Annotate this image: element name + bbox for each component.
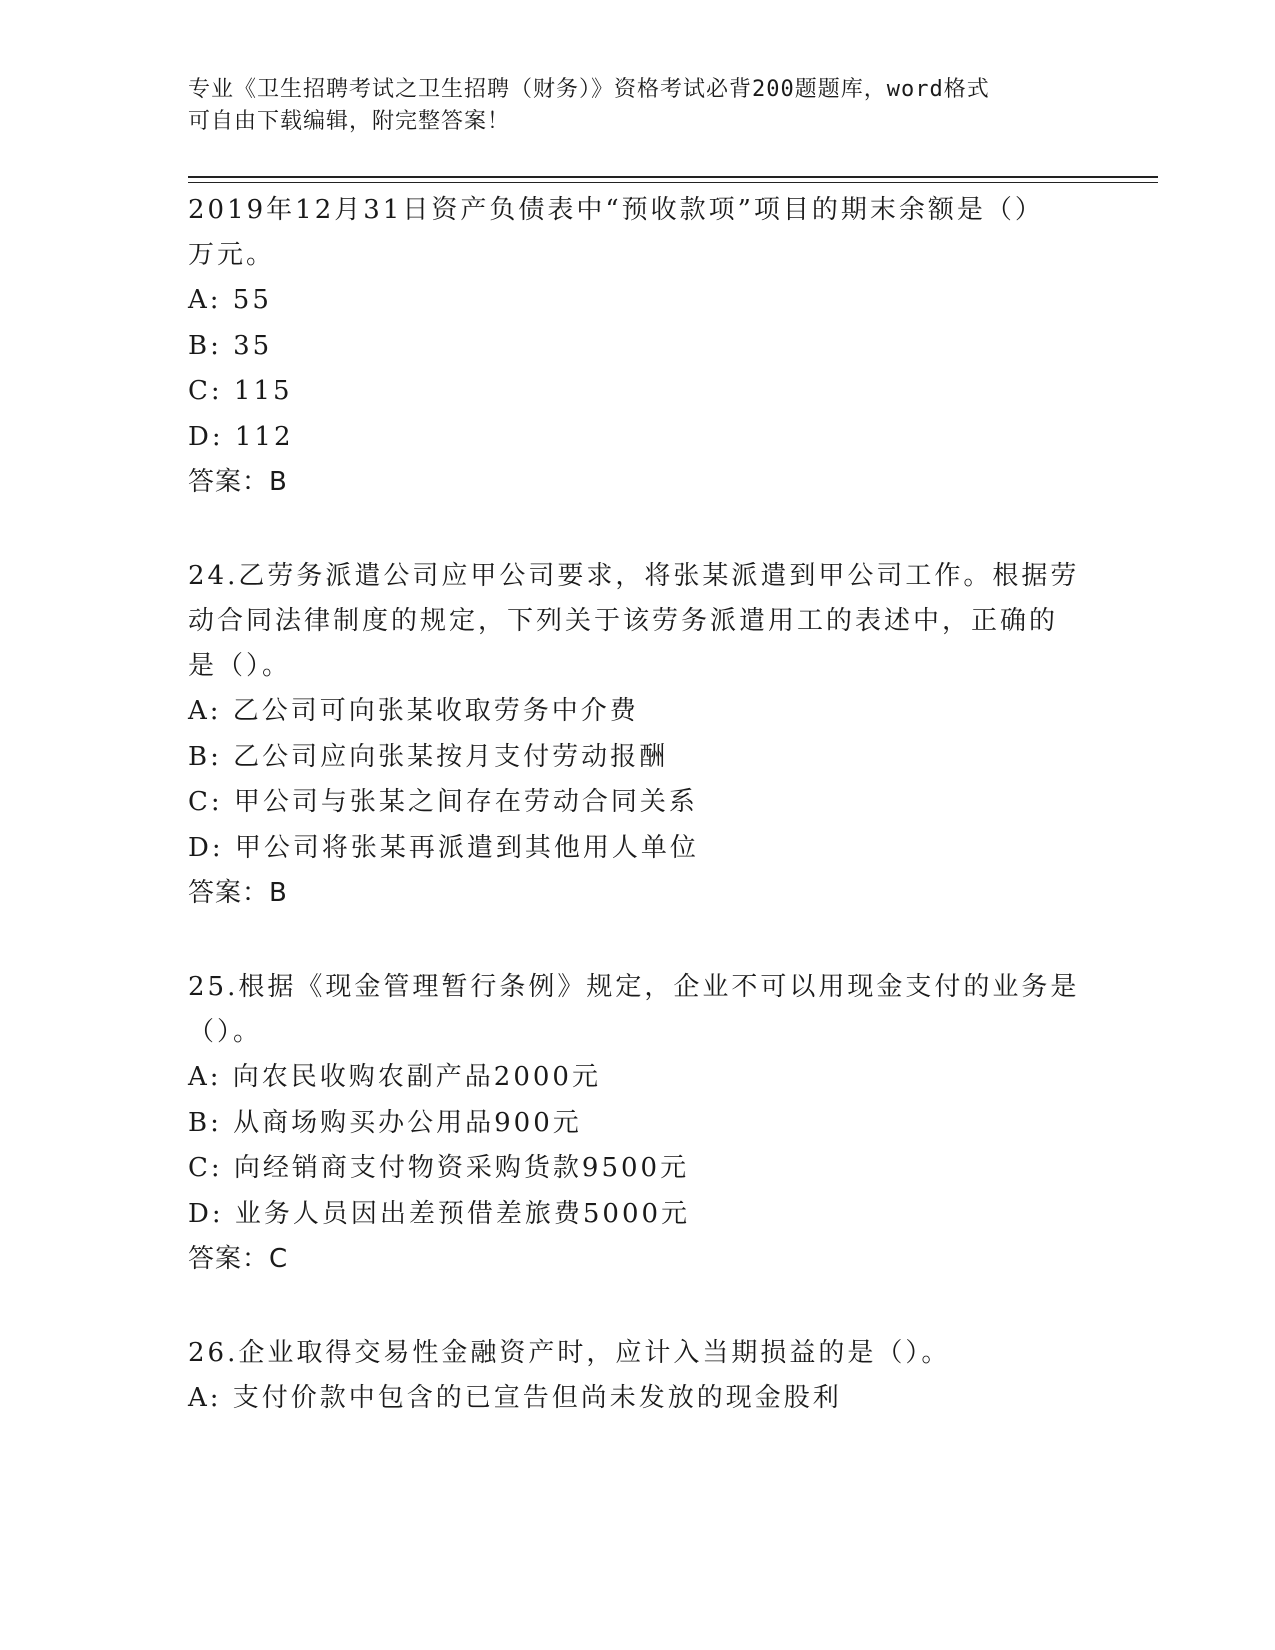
option-d: D: 业务人员因出差预借差旅费5000元 (188, 1198, 691, 1229)
question-24 (188, 554, 1088, 915)
question-stem-line: 24.乙劳务派遣公司应甲公司要求，将张某派遣到甲公司工作。根据劳 (188, 561, 1080, 591)
question-stem-line: 2019年12月31日资产负债表中“预收款项”项目的期末余额是（） (188, 195, 1044, 225)
header-line-2: 可自由下载编辑，附完整答案！ (188, 109, 511, 134)
answer: 答案：C (188, 1244, 289, 1274)
option-b: B: 35 (188, 330, 273, 361)
document-header (188, 74, 1068, 138)
option-d: D: 112 (188, 421, 294, 452)
option-c: C: 甲公司与张某之间存在劳动合同关系 (188, 787, 698, 817)
answer: 答案：B (188, 878, 288, 908)
answer: 答案：B (188, 467, 288, 497)
question-26 (188, 1331, 1088, 1422)
option-a: A: 向农民收购农副产品2000元 (188, 1062, 601, 1092)
question-stem-line: 是（）。 (188, 651, 292, 681)
question-stem-line: 万元。 (188, 240, 276, 270)
header-divider-thin (188, 182, 1158, 183)
option-b: B: 从商场购买办公用品900元 (188, 1107, 582, 1138)
question-stem-line: 26.企业取得交易性金融资产时，应计入当期损益的是（）。 (188, 1338, 951, 1368)
question-23 (188, 188, 1088, 504)
question-stem-line: 25.根据《现金管理暂行条例》规定，企业不可以用现金支付的业务是 (188, 972, 1080, 1002)
header-divider-thick (188, 176, 1158, 178)
question-list (188, 188, 1088, 1422)
header-line-1: 专业《卫生招聘考试之卫生招聘（财务）》资格考试必背200题题库，word格式 (188, 77, 990, 102)
option-a: A: 乙公司可向张某收取劳务中介费 (188, 696, 639, 726)
option-c: C: 向经销商支付物资采购货款9500元 (188, 1153, 690, 1183)
option-a: A: 支付价款中包含的已宣告但尚未发放的现金股利 (188, 1383, 842, 1413)
option-b: B: 乙公司应向张某按月支付劳动报酬 (188, 741, 669, 772)
option-d: D: 甲公司将张某再派遣到其他用人单位 (188, 832, 699, 863)
question-25 (188, 965, 1088, 1281)
spacer (188, 1281, 1088, 1331)
option-a: A: 55 (188, 285, 272, 315)
question-stem-line: 动合同法律制度的规定，下列关于该劳务派遣用工的表述中，正确的 (188, 606, 1059, 636)
question-stem-line: （）。 (188, 1017, 263, 1047)
spacer (188, 504, 1088, 554)
spacer (188, 915, 1088, 965)
option-c: C: 115 (188, 376, 293, 406)
